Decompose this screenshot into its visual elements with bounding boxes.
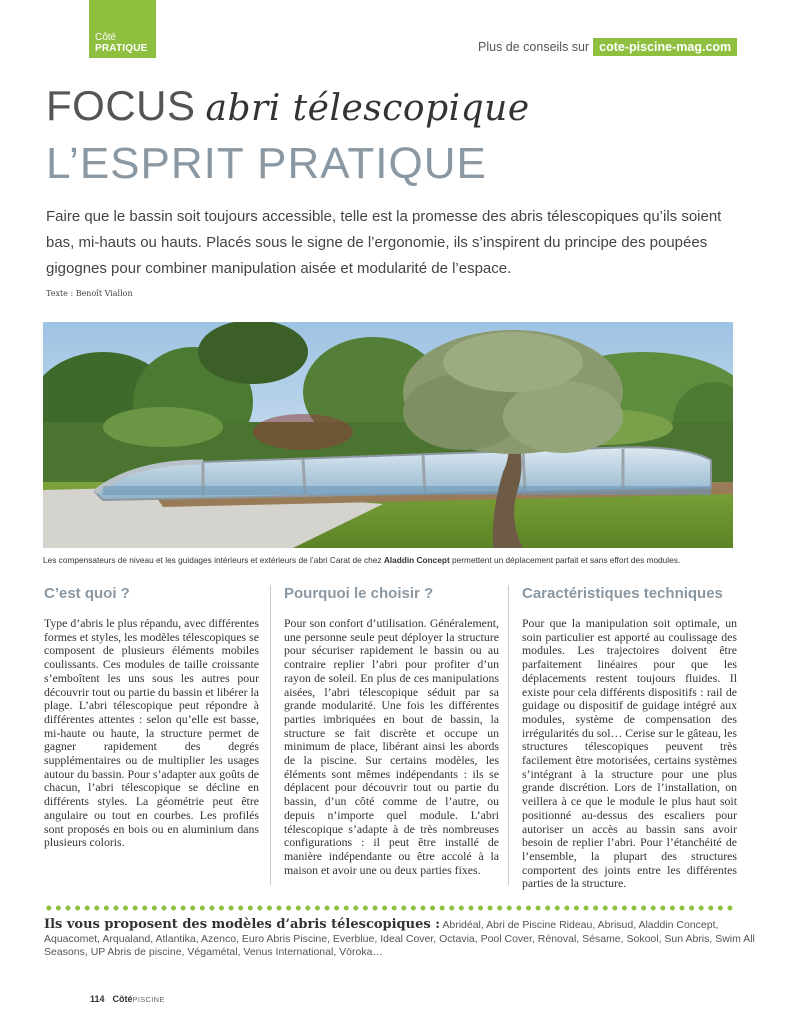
site-link[interactable]: cote-piscine-mag.com <box>593 38 737 56</box>
column-heading: Pourquoi le choisir ? <box>284 585 434 602</box>
page-number: 114 <box>90 994 105 1004</box>
models-brands: Abridéal, Abri de Piscine Rideau, Abrisud, Aladdin Concept, Aquacomet, Arqualand, Atlantika, Azenco, Euro Abris Piscine, Everblue, Ideal Cover, Octavia, Pool Cover, Rénoval, Sésame, Sokool, Sun Abris, Swim All Seasons, UP Abris de piscine, Végamétal, Venus International, Vöroka… <box>44 919 755 958</box>
magazine-name-b: PISCINE <box>132 995 165 1004</box>
models-list <box>44 918 774 960</box>
section-tab <box>89 0 156 58</box>
article-subject: abri télescopique <box>205 88 530 129</box>
column-text: Pour son confort d’utilisation. Généralement, une personne seule peut déployer la structure pour sécuriser rapidement le bassin ou au contraire replier l’abri pour profiter d’un rayon de soleil. En plus de ces manipulations aisées, l’abri télescopique séduit par sa grande modularité. Une fois les différentes parties imbriquées en bout de bassin, la structure se fait discrète et occupe un minimum de place, libérant ainsi les abords de la piscine. Sur certains modèles, les éléments sont mêmes indépendants : ils se déplacent pour découvrir tout ou partie du bassin, d’un côté comme de l’autre, ou depuis n’importe quel module. L’abri télescopique s’adapte à de très nombreuses configurations : il peut être installé de manière indépendante ou être accolé à la maison et avoir une ou deux parties fixes. <box>284 616 499 877</box>
section-tab-line1: Côté <box>95 32 117 43</box>
photo-caption <box>43 555 753 565</box>
magazine-name-a: Côté <box>112 994 133 1004</box>
column-text: Pour que la manipulation soit optimale, un soin particulier est apporté au coulissage des modules. Les trajectoires doivent être parfaitement linéaires pour que les déplacements restent toujours fluides. Il existe pour cela différents dispositifs : rail de guidage ou dispositif de guidage intégré aux modules, système de compensation des irrégularités du sol… Cerise sur le gâteau, les structures télescopiques peuvent très facilement être motorisées, certains systèmes s’intégrant à la structure pour une plus grande discrétion. Lors de l’installation, on veillera à ce que le module le plus haut soit positionné au-dessus des escaliers pour autoriser un accès au bassin sans avoir besoin de replier l’abri. Pour l’étanchéité de l’ensemble, la plupart des structures comportent des joints entre les différentes parties de la structure. <box>522 616 737 891</box>
dotted-separator <box>44 905 734 911</box>
caption-text-start: Les compensateurs de niveau et les guidages intérieurs et extérieurs de l’abri Carat de chez <box>43 555 384 565</box>
section-tab-line2: PRATIQUE <box>95 43 148 54</box>
more-tips-text: Plus de conseils sur <box>478 40 590 54</box>
section-tab-notch <box>148 48 156 58</box>
article-kicker <box>46 84 530 131</box>
column-technical <box>522 585 737 891</box>
column-what-is-it <box>44 585 259 850</box>
column-why-choose <box>284 585 499 877</box>
column-text: Type d’abris le plus répandu, avec différentes formes et styles, les modèles télescopiques se composent de plusieurs éléments mobiles coulissants. Ces modules de taille croissante s’emboîtent les uns sous les autres pour découvrir tout ou partie du bassin et libérer la plage. L’abri télescopique peut répondre à différentes attentes : selon qu’elle est basse, mi-haute ou haute, la structure permet de gagner rapidement des degrés supplémentaires ou de multiplier les usages autour du bassin. Pour s’adapter aux goûts de chacun, l’abri télescopique se décline en différents styles. La géométrie peut être angulaire ou tout en courbes. Les profilés sont proposés en bois ou en aluminium dans plusieurs coloris. <box>44 616 259 850</box>
column-heading: Caractéristiques techniques <box>522 585 723 602</box>
column-divider <box>508 585 509 885</box>
article-headline: L’ESPRIT PRATIQUE <box>46 139 487 188</box>
pool-enclosure-photo <box>43 322 733 548</box>
photo-illustration <box>43 322 733 548</box>
focus-label: FOCUS <box>46 82 196 129</box>
article-credit: Texte : Benoît Viallon <box>46 289 133 298</box>
column-divider <box>270 585 271 885</box>
article-intro: Faire que le bassin soit toujours accessible, telle est la promesse des abris télescopiques qu’ils soient bas, mi-hauts ou hauts. Placés sous le signe de l’ergonomie, ils s’inspirent du principe des poupées gigognes pour combiner manipulation aisée et modularité de l’espace. <box>46 208 722 277</box>
more-tips <box>478 38 737 56</box>
column-heading: C’est quoi ? <box>44 585 130 602</box>
caption-text-end: permettent un déplacement parfait et sans effort des modules. <box>449 555 681 565</box>
page-footer <box>90 994 165 1004</box>
caption-brand: Aladdin Concept <box>383 555 450 565</box>
models-lead: Ils vous proposent des modèles d’abris télescopiques : <box>44 917 441 932</box>
